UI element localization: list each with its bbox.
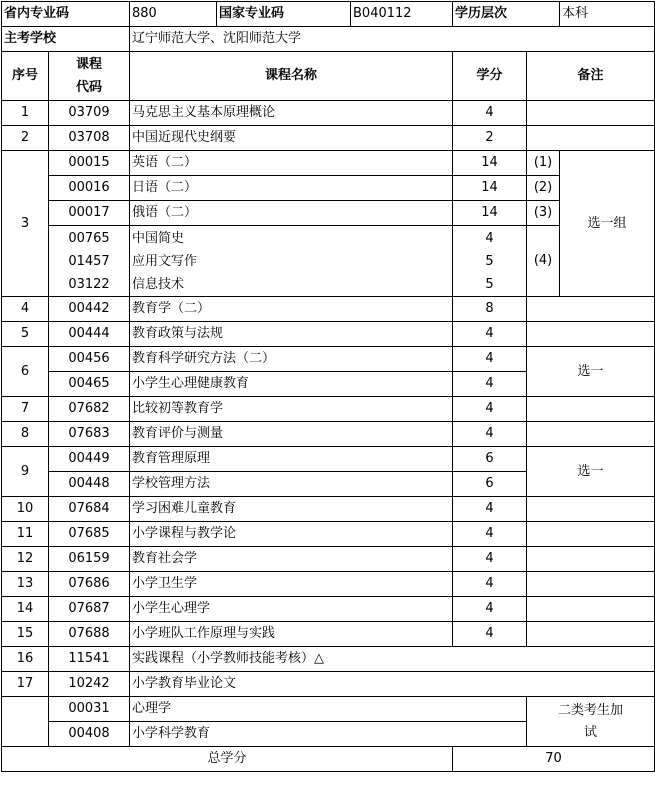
remark-cell (527, 101, 655, 126)
header-row (2, 52, 655, 101)
code-cell (49, 226, 130, 297)
remark-cell (527, 572, 655, 597)
code-line: 03122 (68, 276, 110, 292)
name-cell: 小学教育毕业论文 (130, 672, 655, 697)
province-code-label: 省内专业码 (2, 2, 130, 27)
seq-cell (2, 697, 49, 747)
code-line: 00765 (68, 230, 110, 246)
credit-cell: 4 (453, 397, 527, 422)
code-cell: 10242 (49, 672, 130, 697)
table-row (2, 497, 655, 522)
credit-cell: 4 (453, 572, 527, 597)
name-cell: 教育社会学 (130, 547, 453, 572)
table-row (2, 226, 655, 297)
name-cell: 学校管理方法 (130, 472, 453, 497)
header-remark: 备注 (527, 52, 655, 101)
name-cell: 小学科学教育 (130, 722, 527, 747)
code-cell: 07682 (49, 397, 130, 422)
table-row (2, 322, 655, 347)
school-value: 辽宁师范大学、沈阳师范大学 (130, 27, 655, 52)
seq-cell: 3 (2, 151, 49, 297)
credit-line: 5 (485, 253, 494, 269)
remark-cell (527, 297, 655, 322)
name-line: 中国简史 (132, 230, 185, 246)
table-row (2, 647, 655, 672)
table-row (2, 151, 655, 176)
school-row (2, 27, 655, 52)
name-cell: 教育科学研究方法（二） (130, 347, 453, 372)
name-cell: 教育学（二） (130, 297, 453, 322)
table-row (2, 176, 655, 201)
table-row (2, 347, 655, 372)
name-cell: 俄语（二） (130, 201, 453, 226)
credit-cell: 14 (453, 151, 527, 176)
table-row (2, 422, 655, 447)
seq-cell: 13 (2, 572, 49, 597)
credit-cell (453, 226, 527, 297)
table-row (2, 697, 655, 722)
code-cell: 07684 (49, 497, 130, 522)
remark-cell (527, 322, 655, 347)
credit-cell: 8 (453, 297, 527, 322)
remark-extra-exam (527, 697, 655, 747)
level-value: 本科 (560, 2, 655, 27)
remark-extra-text: 二类考生加试 (558, 702, 624, 740)
seq-cell: 11 (2, 522, 49, 547)
table-row (2, 201, 655, 226)
code-cell: 00017 (49, 201, 130, 226)
code-cell: 00448 (49, 472, 130, 497)
code-cell: 07685 (49, 522, 130, 547)
remark-cell (527, 597, 655, 622)
table-row (2, 101, 655, 126)
name-cell (130, 226, 453, 297)
option-mark: (3) (527, 201, 560, 226)
credit-cell: 14 (453, 176, 527, 201)
name-cell: 实践课程（小学教师技能考核）△ (130, 647, 655, 672)
remark-cell (527, 622, 655, 647)
code-line: 01457 (68, 253, 110, 269)
remark-cell (527, 422, 655, 447)
name-cell: 小学生心理健康教育 (130, 372, 453, 397)
credit-line: 5 (485, 276, 494, 292)
table-row (2, 126, 655, 151)
course-plan-table (1, 1, 655, 772)
code-cell: 03708 (49, 126, 130, 151)
code-cell: 00408 (49, 722, 130, 747)
option-mark: (4) (527, 226, 560, 297)
seq-cell: 17 (2, 672, 49, 697)
seq-cell: 12 (2, 547, 49, 572)
seq-cell: 5 (2, 322, 49, 347)
national-code-label: 国家专业码 (217, 2, 351, 27)
header-code-line2: 代码 (76, 80, 103, 95)
seq-cell: 7 (2, 397, 49, 422)
header-name: 课程名称 (130, 52, 453, 101)
seq-cell: 15 (2, 622, 49, 647)
credit-cell: 4 (453, 522, 527, 547)
name-cell: 马克思主义基本原理概论 (130, 101, 453, 126)
table-row (2, 447, 655, 472)
name-cell: 学习困难儿童教育 (130, 497, 453, 522)
remark-cell (527, 126, 655, 151)
name-cell: 心理学 (130, 697, 527, 722)
table-row (2, 597, 655, 622)
remark-choose-one: 选一 (527, 347, 655, 397)
credit-cell: 4 (453, 497, 527, 522)
name-cell: 小学课程与教学论 (130, 522, 453, 547)
name-line: 信息技术 (132, 276, 185, 292)
credit-cell: 14 (453, 201, 527, 226)
name-cell: 教育管理原理 (130, 447, 453, 472)
header-code-line1: 课程 (76, 57, 103, 72)
code-cell: 07688 (49, 622, 130, 647)
code-cell: 00016 (49, 176, 130, 201)
code-cell: 00456 (49, 347, 130, 372)
seq-cell: 1 (2, 101, 49, 126)
name-cell: 教育评价与测量 (130, 422, 453, 447)
name-cell: 英语（二） (130, 151, 453, 176)
code-cell: 00015 (49, 151, 130, 176)
table-row (2, 547, 655, 572)
name-cell: 教育政策与法规 (130, 322, 453, 347)
name-cell: 小学班队工作原理与实践 (130, 622, 453, 647)
total-label: 总学分 (2, 747, 453, 772)
remark-cell (527, 497, 655, 522)
seq-cell: 10 (2, 497, 49, 522)
remark-cell (527, 397, 655, 422)
credit-cell: 4 (453, 372, 527, 397)
seq-cell: 6 (2, 347, 49, 397)
code-cell: 07686 (49, 572, 130, 597)
code-cell: 00465 (49, 372, 130, 397)
credit-cell: 4 (453, 597, 527, 622)
credit-cell: 2 (453, 126, 527, 151)
credit-cell: 4 (453, 347, 527, 372)
credit-cell: 4 (453, 322, 527, 347)
table-row (2, 397, 655, 422)
code-cell: 00031 (49, 697, 130, 722)
option-mark: (1) (527, 151, 560, 176)
code-cell: 00442 (49, 297, 130, 322)
header-code (49, 52, 130, 101)
total-row (2, 747, 655, 772)
credit-cell: 4 (453, 101, 527, 126)
credit-cell: 4 (453, 622, 527, 647)
option-mark: (2) (527, 176, 560, 201)
remark-cell (527, 547, 655, 572)
header-seq: 序号 (2, 52, 49, 101)
table-row (2, 622, 655, 647)
code-cell: 07687 (49, 597, 130, 622)
credit-cell: 4 (453, 547, 527, 572)
code-cell: 00449 (49, 447, 130, 472)
code-cell: 03709 (49, 101, 130, 126)
remark-cell (527, 522, 655, 547)
seq-cell: 16 (2, 647, 49, 672)
seq-cell: 2 (2, 126, 49, 151)
info-row (2, 2, 655, 27)
remark-language-group: 选一组 (560, 151, 655, 297)
school-label: 主考学校 (2, 27, 130, 52)
credit-line: 4 (485, 230, 494, 246)
national-code-value: B040112 (351, 2, 453, 27)
name-cell: 日语（二） (130, 176, 453, 201)
name-cell: 比较初等教育学 (130, 397, 453, 422)
remark-choose-one: 选一 (527, 447, 655, 497)
credit-cell: 6 (453, 472, 527, 497)
table-row (2, 297, 655, 322)
code-cell: 06159 (49, 547, 130, 572)
total-value: 70 (453, 747, 655, 772)
seq-cell: 9 (2, 447, 49, 497)
code-cell: 00444 (49, 322, 130, 347)
province-code-value: 880 (130, 2, 217, 27)
code-cell: 11541 (49, 647, 130, 672)
header-credit: 学分 (453, 52, 527, 101)
table-row (2, 522, 655, 547)
seq-cell: 14 (2, 597, 49, 622)
level-label: 学历层次 (453, 2, 560, 27)
name-cell: 小学生心理学 (130, 597, 453, 622)
seq-cell: 4 (2, 297, 49, 322)
name-line: 应用文写作 (132, 253, 198, 269)
seq-cell: 8 (2, 422, 49, 447)
table-row (2, 572, 655, 597)
credit-cell: 6 (453, 447, 527, 472)
table-row (2, 672, 655, 697)
code-cell: 07683 (49, 422, 130, 447)
name-cell: 小学卫生学 (130, 572, 453, 597)
name-cell: 中国近现代史纲要 (130, 126, 453, 151)
credit-cell: 4 (453, 422, 527, 447)
